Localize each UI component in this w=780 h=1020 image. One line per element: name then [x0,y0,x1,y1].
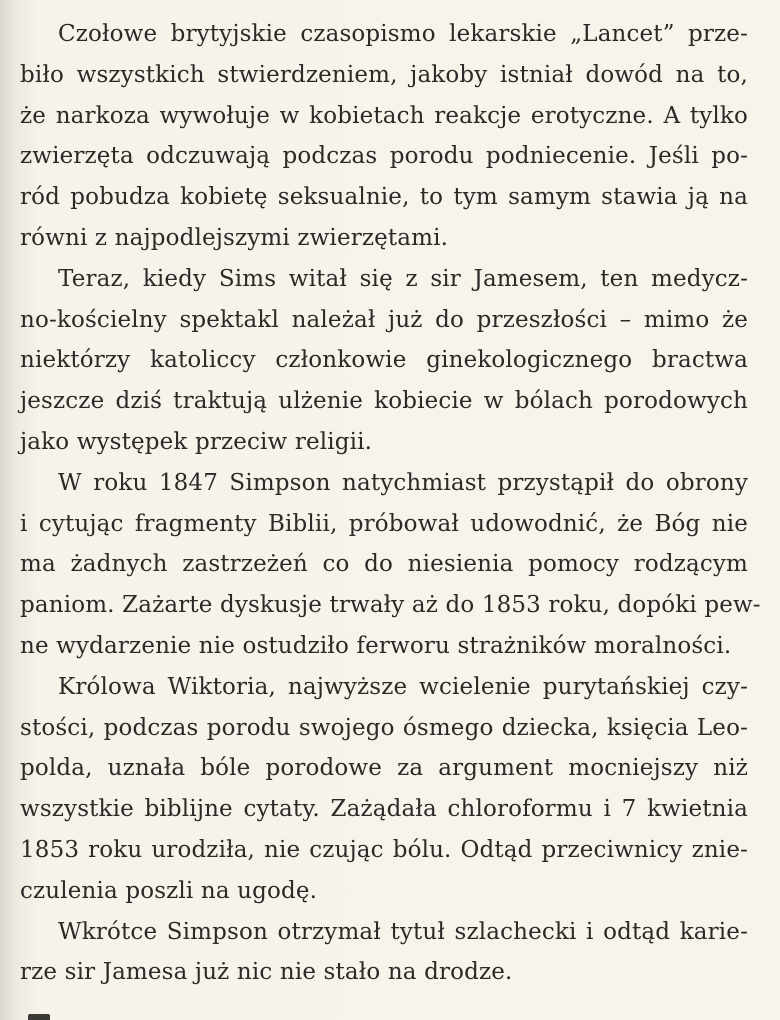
text-line: Wkrótce Simpson otrzymał tytuł szlachecki i odtąd karie- [58,918,748,945]
text-line: jako występek przeciw religii. [20,428,373,455]
text-line: W roku 1847 Simpson natychmiast przystąpił do obrony [58,469,748,496]
body-text [20,14,761,993]
text-line: zwierzęta odczuwają podczas porodu podniecenie. Jeśli po- [20,143,748,170]
paragraph-2 [20,259,748,463]
text-line: ne wydarzenie nie ostudziło ferworu strażników moralności. [20,632,732,659]
text-line: jeszcze dziś traktują ulżenie kobiecie w bólach porodowych [20,388,748,415]
text-line: rze sir Jamesa już nic nie stało na drodze. [20,959,513,986]
text-line: polda, uznała bóle porodowe za argument mocniejszy niż [20,755,748,782]
paragraph-4 [20,667,748,912]
paragraph-5 [20,912,748,994]
text-line: że narkoza wywołuje w kobietach reakcje erotyczne. A tylko [20,102,748,129]
text-line: 1853 roku urodziła, nie czując bólu. Odtąd przeciwnicy znie- [20,836,748,863]
text-line: Czołowe brytyjskie czasopismo lekarskie „Lancet” prze- [58,21,748,47]
text-line: biło wszystkich stwierdzeniem, jakoby istniał dowód na to, [20,61,748,88]
paragraph-1 [20,14,748,259]
cropped-next-line [28,1008,88,1020]
text-line: i cytując fragmenty Biblii, próbował udowodnić, że Bóg nie [20,510,748,537]
text-line: czulenia poszli na ugodę. [20,877,318,904]
text-line: stości, podczas porodu swojego ósmego dziecka, księcia Leo- [20,714,748,741]
text-line: równi z najpodlejszymi zwierzętami. [20,224,449,251]
text-line: paniom. Zażarte dyskusje trwały aż do 1853 roku, dopóki pew- [20,592,761,619]
text-line: Królowa Wiktoria, najwyższe wcielenie purytańskiej czy- [58,673,748,700]
text-line: ród pobudza kobietę seksualnie, to tym samym stawia ją na [20,184,748,211]
text-line: ma żadnych zastrzeżeń co do niesienia pomocy rodzącym [20,551,748,578]
paragraph-3 [20,463,761,667]
text-line: wszystkie biblijne cytaty. Zażądała chloroformu i 7 kwietnia [20,796,748,823]
text-line: Teraz, kiedy Sims witał się z sir Jamesem, ten medycz- [58,265,748,292]
text-line: niektórzy katoliccy członkowie ginekologicznego bractwa [20,347,748,374]
text-line: no-kościelny spektakl należał już do przeszłości – mimo że [20,306,748,333]
